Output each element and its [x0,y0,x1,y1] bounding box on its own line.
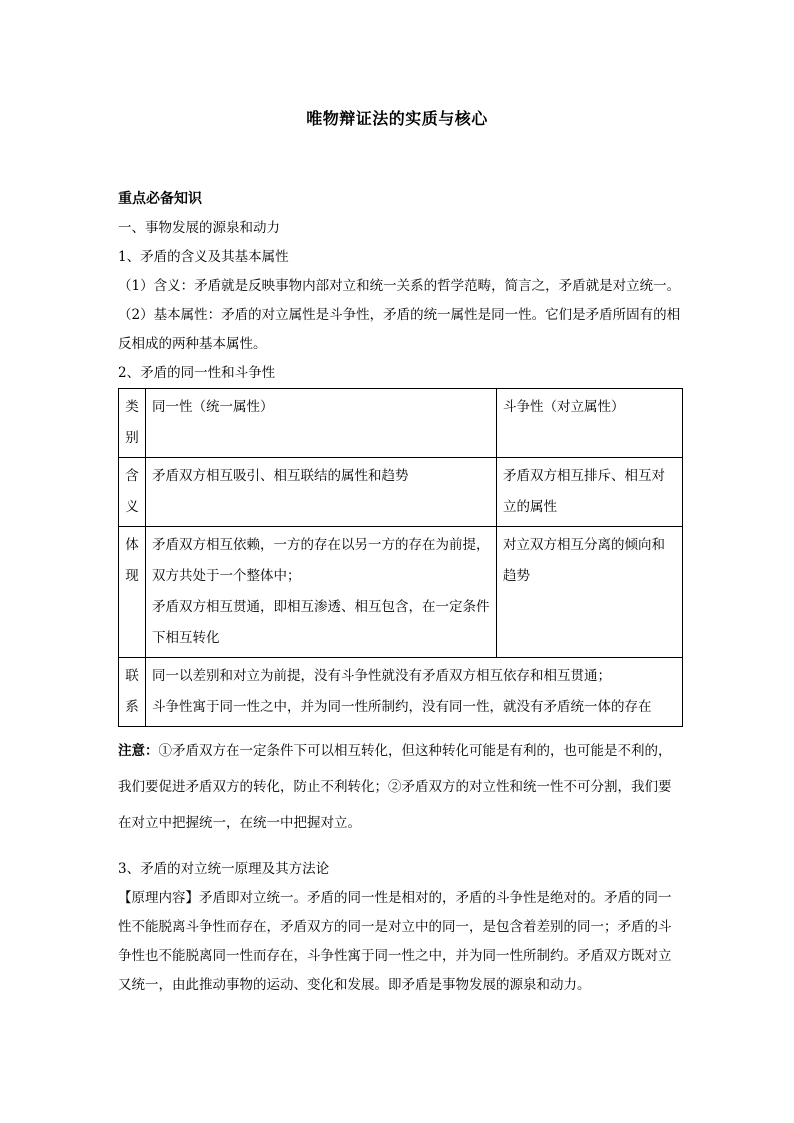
table-cell [146,527,497,658]
table-cell: 对立双方相互分离的倾向和趋势 [497,527,683,658]
table-row [119,527,683,658]
table-cell: 体现 [119,527,146,658]
heading-level2: 2、矛盾的同一性和斗争性 [118,365,276,381]
table-cell: 含义 [119,458,146,527]
cell-line: 矛盾双方相互贯通，即相互渗透、相互包含，在一定条件下相互转化 [152,599,490,646]
heading-level2: 3、矛盾的对立统一原理及其方法论 [118,860,330,877]
table-row [119,658,683,727]
table-row [119,458,683,527]
note-label: 注意： [118,743,159,759]
table-cell: 矛盾双方相互吸引、相互联结的属性和趋势 [146,458,497,527]
section-heading: 重点必备知识 [118,191,202,207]
heading-level2: 1、矛盾的含义及其基本属性 [118,249,289,265]
heading-level1: 一、事物发展的源泉和动力 [118,220,280,236]
cell-line: 斗争性寓于同一性之中，并为同一性所制约，没有同一性，就没有矛盾统一体的存在 [152,699,652,715]
paragraph-attributes: （2）基本属性：矛盾的对立属性是斗争性，矛盾的统一属性是同一性。它们是矛盾所固有的相反相成的两种基本属性。 [118,307,681,352]
cell-line: 矛盾双方相互依赖，一方的存在以另一方的存在为前提，双方共处于一个整体中； [152,537,490,584]
table-cell: 矛盾双方相互排斥、相互对立的属性 [497,458,683,527]
table-cell: 联系 [119,658,146,727]
table-cell: 类别 [119,389,146,458]
table-cell: 斗争性（对立属性） [497,389,683,458]
table-row [119,389,683,458]
note-paragraph [118,733,684,841]
note-text: ①矛盾双方在一定条件下可以相互转化，但这种转化可能是有利的，也可能是不利的，我们要促进矛盾双方的转化，防止不利转化；②矛盾双方的对立性和统一性不可分割，我们要在对立中把握统一，在统一中把握对立。 [118,743,672,831]
table-cell: 同一性（统一属性） [146,389,497,458]
cell-line: 同一以差别和对立为前提，没有斗争性就没有矛盾双方相互依存和相互贯通； [152,668,611,684]
table-cell [146,658,683,727]
comparison-table [118,388,683,727]
principle-paragraph: 【原理内容】矛盾即对立统一。矛盾的同一性是相对的，矛盾的斗争性是绝对的。矛盾的同一性不能脱离斗争性而存在，矛盾双方的同一是对立中的同一，是包含着差别的同一；矛盾的斗争性也不能脱离同一性而存在，斗争性寓于同一性之中，并为同一性所制约。矛盾双方既对立又统一，由此推动事物的运动、变化和发展。即矛盾是事物发展的源泉和动力。 [118,889,672,993]
paragraph-definition: （1）含义：矛盾就是反映事物内部对立和统一关系的哲学范畴，简言之，矛盾就是对立统一。 [118,278,681,294]
document-body [118,184,684,1000]
page-title: 唯物辩证法的实质与核心 [306,109,488,128]
